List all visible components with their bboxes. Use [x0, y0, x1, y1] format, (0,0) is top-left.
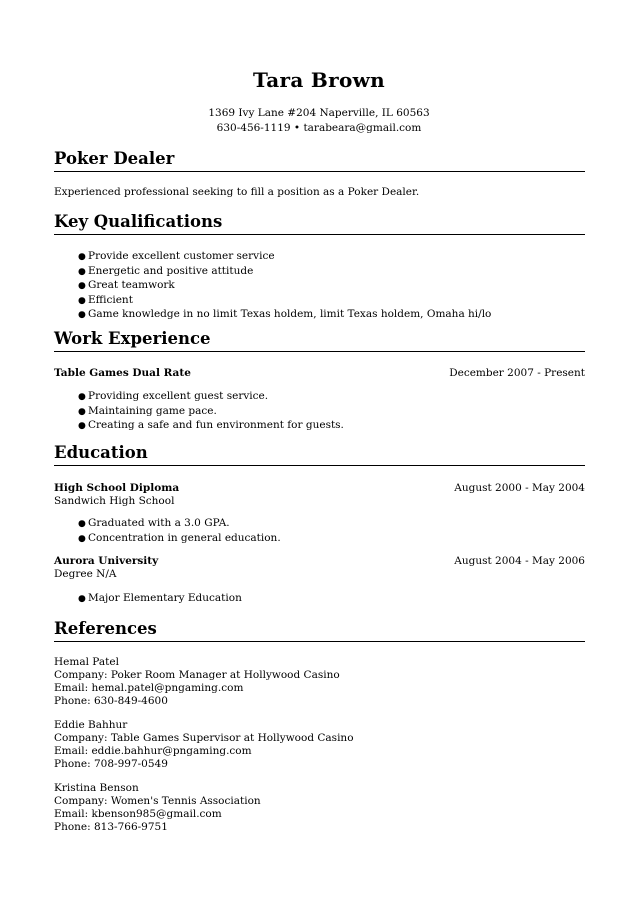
list-item: ● Great teamwork: [78, 279, 491, 294]
bullet-icon: ●: [78, 252, 86, 262]
list-item: ● Concentration in general education.: [78, 532, 281, 547]
education-school: Degree N/A: [54, 568, 117, 580]
references-heading: References: [54, 619, 585, 642]
list-item: ● Game knowledge in no limit Texas holdem, limit Texas holdem, Omaha hi/lo: [78, 308, 491, 323]
contact-line: 630-456-1119 • tarabeara@gmail.com: [216, 122, 422, 134]
reference-phone: Phone: 708-997-0549: [54, 758, 168, 770]
bullet-icon: ●: [78, 594, 86, 604]
reference-email: Email: hemal.patel@pngaming.com: [54, 682, 244, 694]
list-item: ● Maintaining game pace.: [78, 405, 344, 420]
job-duties-list: [78, 390, 344, 434]
address-line: 1369 Ivy Lane #204 Naperville, IL 60563: [208, 107, 430, 119]
reference-email: Email: kbenson985@gmail.com: [54, 808, 222, 820]
reference-name: Hemal Patel: [54, 656, 119, 668]
bullet-icon: ●: [78, 392, 86, 402]
reference-phone: Phone: 630-849-4600: [54, 695, 168, 707]
qualifications-list: [78, 250, 491, 323]
qualifications-heading: Key Qualifications: [54, 212, 585, 235]
reference-email: Email: eddie.bahhur@pngaming.com: [54, 745, 252, 757]
bullet-icon: ●: [78, 310, 86, 320]
objective-heading: Poker Dealer: [54, 149, 585, 172]
bullet-icon: ●: [78, 281, 86, 291]
education-school: Sandwich High School: [54, 495, 175, 507]
bullet-icon: ●: [78, 533, 86, 544]
bullet-icon: ●: [78, 266, 86, 277]
education-title: Aurora University: [54, 555, 159, 567]
bullet-icon: ●: [78, 295, 86, 306]
reference-company: Company: Women's Tennis Association: [54, 795, 261, 807]
education-heading: Education: [54, 443, 585, 466]
list-item: ● Providing excellent guest service.: [78, 390, 344, 405]
list-item: ● Provide excellent customer service: [78, 250, 491, 265]
reference-company: Company: Table Games Supervisor at Hollywood Casino: [54, 732, 354, 744]
list-item: ● Energetic and positive attitude: [78, 265, 491, 280]
reference-phone: Phone: 813-766-9751: [54, 821, 168, 833]
reference-name: Kristina Benson: [54, 782, 139, 794]
list-item: ● Creating a safe and fun environment for guests.: [78, 419, 344, 434]
list-item: ● Graduated with a 3.0 GPA.: [78, 517, 281, 532]
bullet-icon: ●: [78, 421, 86, 431]
list-item: ● Efficient: [78, 294, 491, 309]
reference-name: Eddie Bahhur: [54, 719, 128, 731]
education-details-list: [78, 517, 281, 546]
education-details-list: [78, 592, 242, 607]
reference-company: Company: Poker Room Manager at Hollywood Casino: [54, 669, 340, 681]
education-title: High School Diploma: [54, 482, 180, 494]
bullet-icon: ●: [78, 406, 86, 417]
work-heading: Work Experience: [54, 329, 585, 352]
job-dates: December 2007 - Present: [449, 367, 585, 379]
education-dates: August 2004 - May 2006: [454, 555, 585, 567]
list-item: ● Major Elementary Education: [78, 592, 242, 607]
bullet-icon: ●: [78, 519, 86, 529]
applicant-name: Tara Brown: [253, 68, 385, 92]
job-title: Table Games Dual Rate: [54, 367, 191, 379]
objective-text: Experienced professional seeking to fill a position as a Poker Dealer.: [54, 186, 420, 198]
education-dates: August 2000 - May 2004: [454, 482, 585, 494]
